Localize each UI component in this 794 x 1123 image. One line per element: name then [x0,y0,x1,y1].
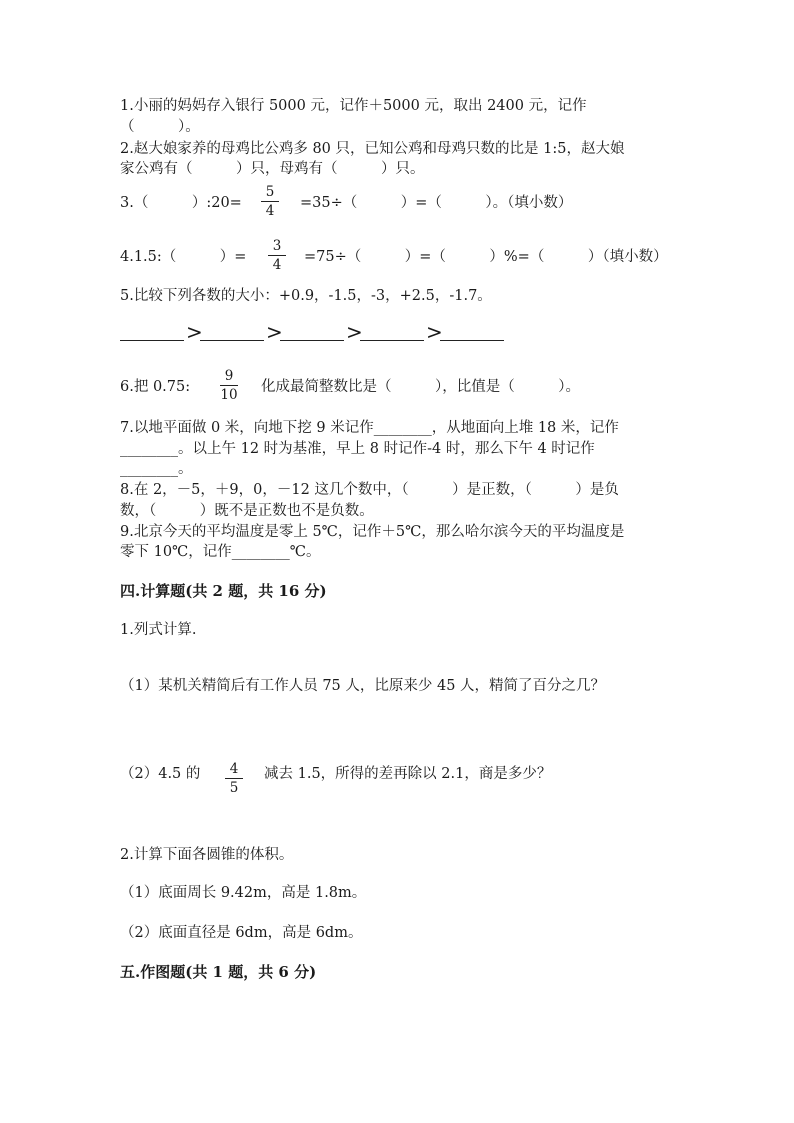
q6-right: 化成最简整数比是（ ），比值是（ ）。 [261,379,580,395]
fraction-bar [268,255,286,256]
q3-left: 3.（ ）:20= [120,195,242,211]
q1-line2: （ ）。 [120,119,200,135]
section4-title: 四.计算题(共 2 题，共 16 分) [120,582,327,600]
greater-than-sign: > [426,320,443,344]
greater-than-sign: > [346,320,363,344]
q4-left: 4.1.5:（ ）= [120,249,247,265]
s4-problem2-title: 2.计算下面各圆锥的体积。 [120,847,294,863]
s4-part2-fraction [223,761,245,796]
q2-line2: 家公鸡有（ ）只，母鸡有（ ）只。 [120,161,425,177]
answer-blank[interactable] [200,340,264,341]
q4-right: =75÷（ ）=（ ）%=（ ）（填小数） [304,249,668,265]
q7-line3: ________。 [120,461,193,477]
q6-fraction-numerator: 9 [224,368,234,384]
q4-fraction-numerator: 3 [272,238,282,254]
q3-fraction-numerator: 5 [265,184,275,200]
q9-line1: 9.北京今天的平均温度是零上 5℃，记作＋5℃，那么哈尔滨今天的平均温度是 [120,524,625,540]
answer-blank[interactable] [280,340,344,341]
fraction-bar [220,385,238,386]
q7-line2: ________。以上午 12 时为基准，早上 8 时记作-4 时，那么下午 4 时记作 [120,441,595,457]
answer-blank[interactable] [360,340,424,341]
q3-fraction-denominator: 4 [265,203,275,219]
q4-fraction [266,238,288,273]
fraction-bar [261,201,279,202]
q7-line1: 7.以地平面做 0 米，向地下挖 9 米记作________，从地面向上堆 18 米，记作 [120,420,619,436]
greater-than-sign: > [186,320,203,344]
q2-line1: 2.赵大娘家养的母鸡比公鸡多 80 只，已知公鸡和母鸡只数的比是 1:5，赵大娘 [120,141,625,157]
s4-part2-fraction-denominator: 5 [229,780,239,796]
s4-part2-fraction-numerator: 4 [229,761,239,777]
s4-problem1-title: 1.列式计算. [120,622,197,638]
s4-problem2-part2: （2）底面直径是 6dm，高是 6dm。 [120,925,363,941]
answer-blank[interactable] [120,340,184,341]
q1-line1: 1.小丽的妈妈存入银行 5000 元，记作＋5000 元，取出 2400 元，记作 [120,98,587,114]
q3-fraction [259,184,281,219]
q6-fraction-denominator: 10 [220,387,238,403]
q8-line2: 数，（ ）既不是正数也不是负数。 [120,503,374,519]
s4-problem1-part2-right: 减去 1.5，所得的差再除以 2.1，商是多少？ [264,766,552,782]
answer-blank[interactable] [440,340,504,341]
q6-left: 6.把 0.75: [120,379,191,395]
section5-title: 五.作图题(共 1 题，共 6 分) [120,963,317,981]
q9-line2: 零下 10℃，记作________℃。 [120,544,321,560]
q5-line1: 5.比较下列各数的大小：+0.9，-1.5，-3，+2.5，-1.7。 [120,288,492,304]
q4-fraction-denominator: 4 [272,257,282,273]
q5-inequality-chain [120,320,510,346]
q6-fraction [218,368,240,403]
q8-line1: 8.在 2，－5，＋9，0，－12 这几个数中，（ ）是正数，（ ）是负 [120,482,619,498]
fraction-bar [225,778,243,779]
s4-problem1-part1: （1）某机关精简后有工作人员 75 人，比原来少 45 人，精简了百分之几？ [120,678,606,694]
greater-than-sign: > [266,320,283,344]
s4-problem2-part1: （1）底面周长 9.42m，高是 1.8m。 [120,885,367,901]
q3-right: =35÷（ ）=（ ）。（填小数） [300,195,573,211]
s4-problem1-part2-left: （2）4.5 的 [120,766,201,782]
